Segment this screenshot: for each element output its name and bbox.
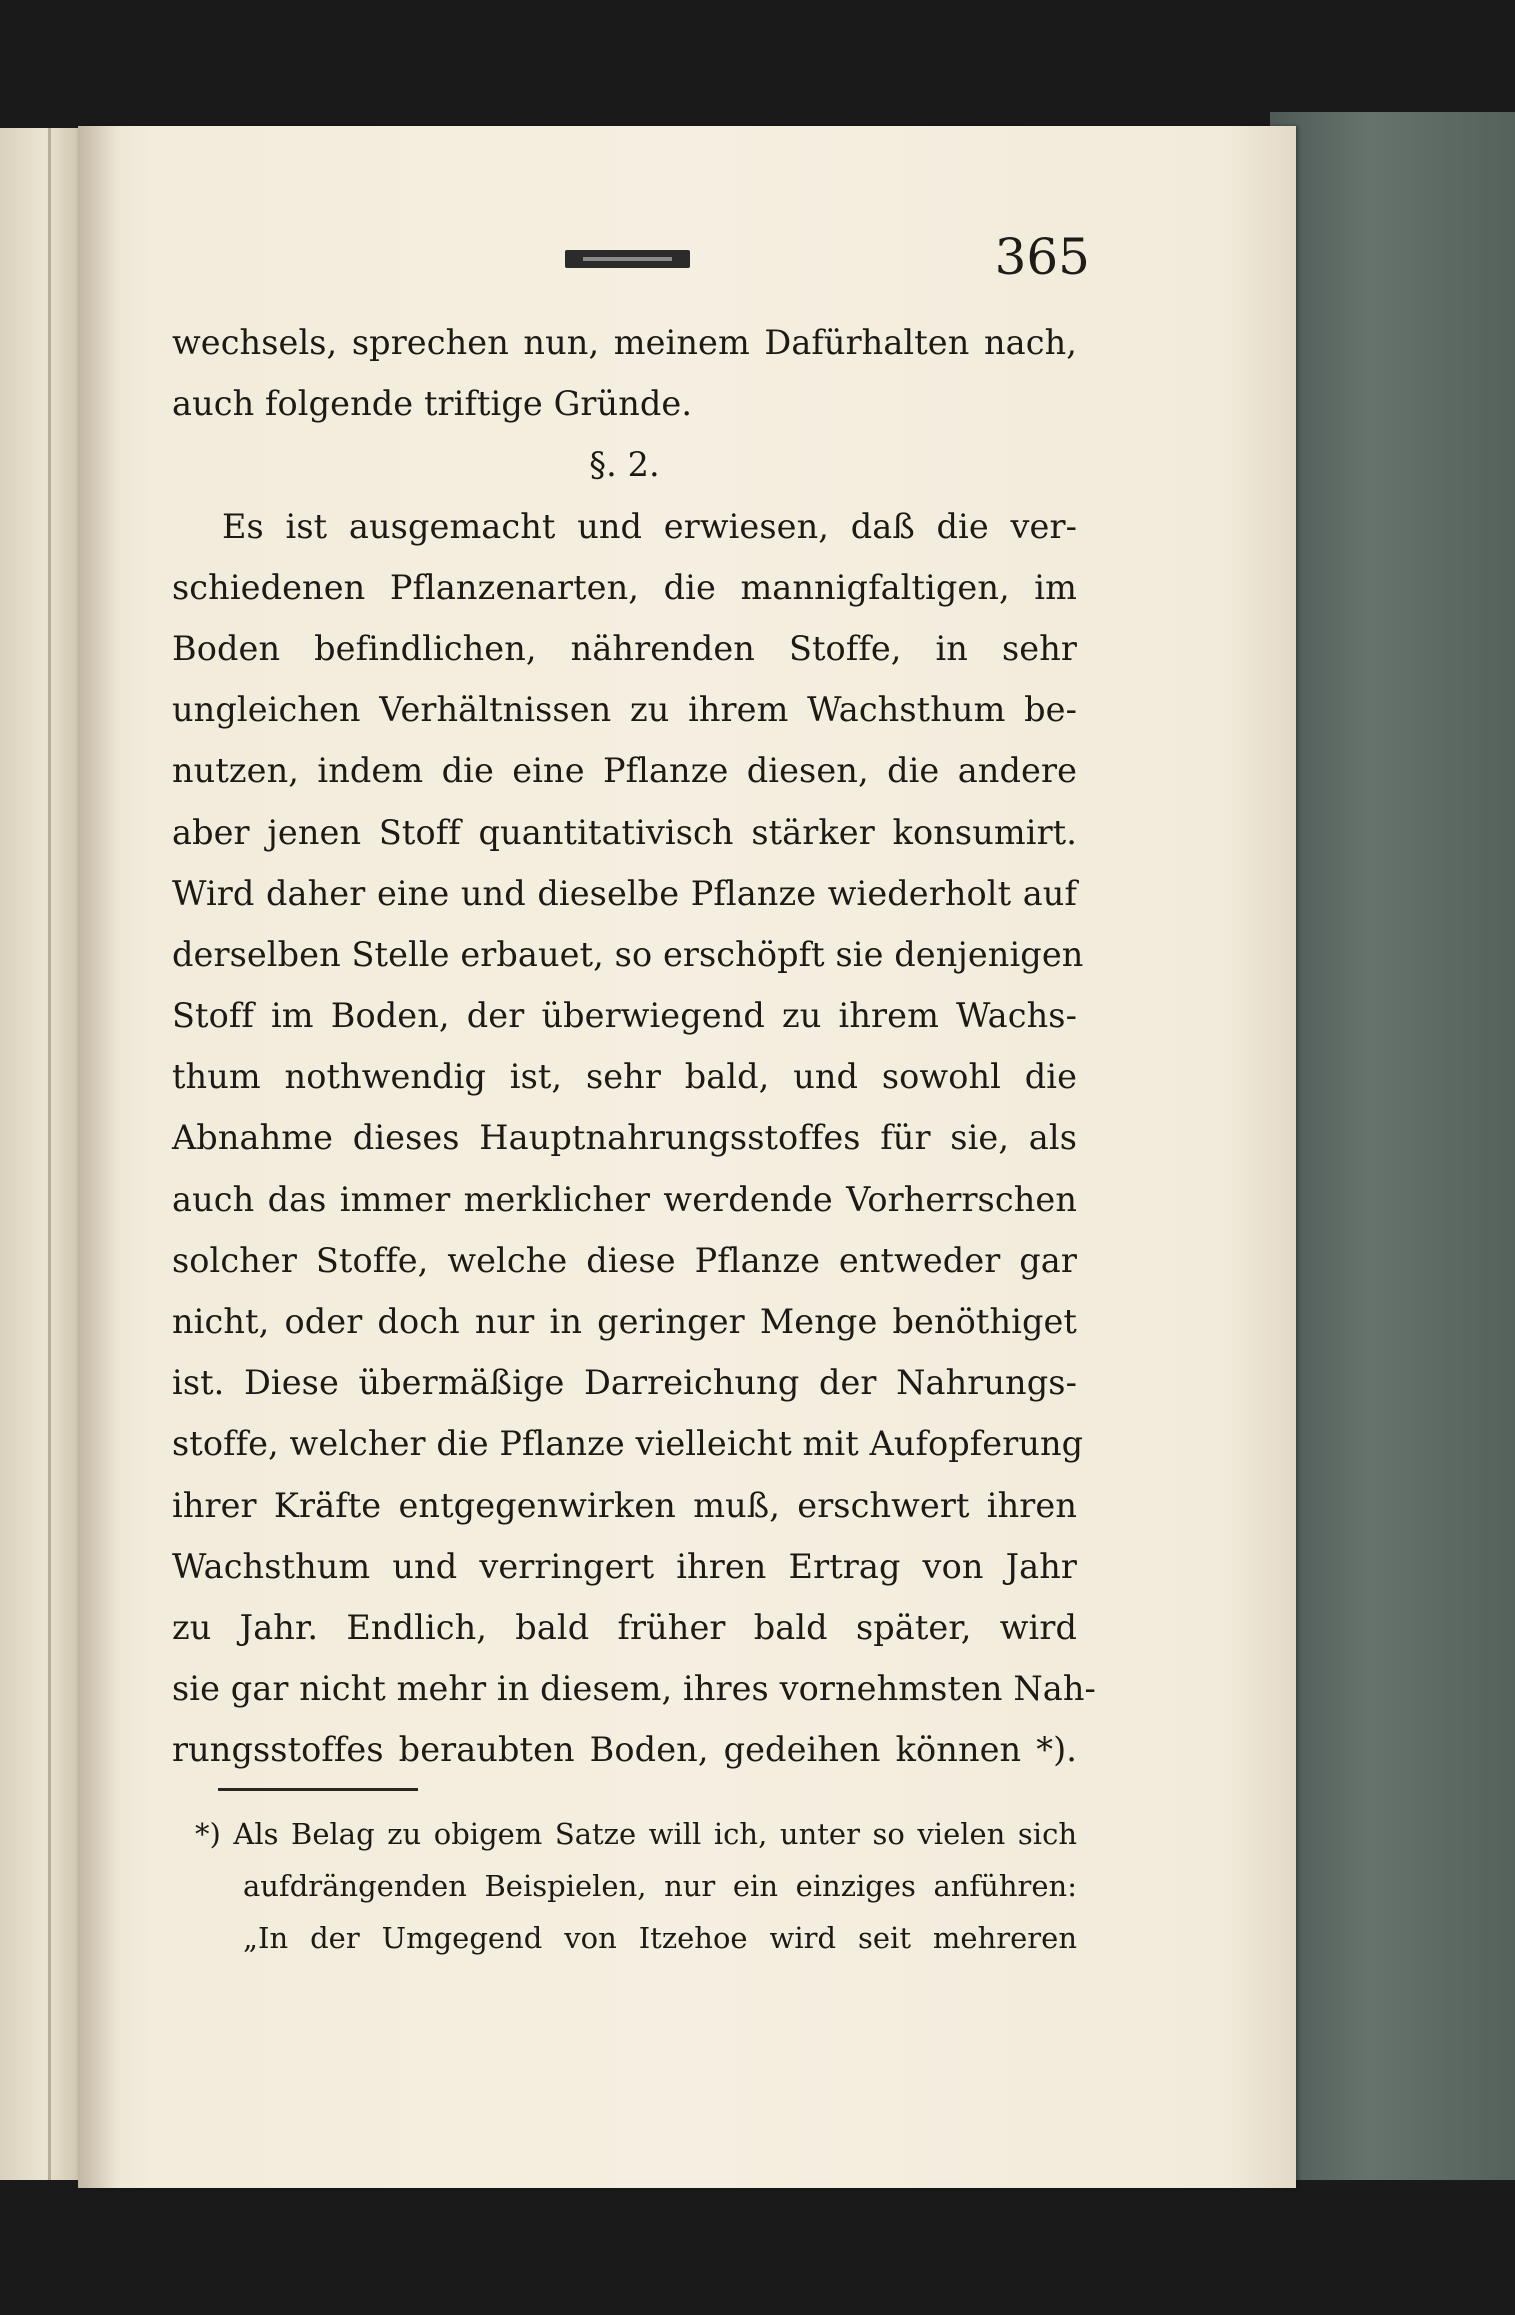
section-heading: §. 2. [589,445,660,485]
backdrop [0,0,1515,130]
text-line: Boden befindlichen, nährenden Stoffe, in sehr [172,628,1077,668]
text-line: nutzen, indem die eine Pflanze diesen, die andere [172,751,1077,791]
text-line: Wachsthum und verringert ihren Ertrag von Jahr [172,1546,1077,1586]
text-line: wechsels, sprechen nun, meinem Dafürhalten nach, [172,323,1077,362]
gutter-shadow [78,126,118,2188]
left-page-fold [48,128,51,2188]
text-line: ist. Diese übermäßige Darreichung der Nahrungs- [172,1363,1077,1403]
text-line: ungleichen Verhältnissen zu ihrem Wachsthum be- [172,690,1077,730]
text-line: thum nothwendig ist, sehr bald, und sowohl die [172,1057,1077,1097]
body-text [172,312,1096,1781]
text-line: ihrer Kräfte entgegenwirken muß, erschwert ihren [172,1485,1077,1525]
header-ornament [565,250,690,268]
text-line: rungsstoffes beraubten Boden, gedeihen können *). [172,1730,1077,1770]
text-line: solcher Stoffe, welche diese Pflanze entweder gar [172,1240,1077,1280]
footnote-line: „In der Umgegend von Itzehoe wird seit mehreren [243,1921,1077,1955]
text-line: derselben Stelle erbauet, so erschöpft sie denjenigen [172,934,1084,974]
text-line: Es ist ausgemacht und erwiesen, daß die ver- [222,506,1077,546]
text-line: auch das immer merklicher werdende Vorherrschen [172,1179,1077,1219]
footnote-line: *) Als Belag zu obigem Satze will ich, unter so vielen sich [195,1817,1077,1851]
text-line: sie gar nicht mehr in diesem, ihres vornehmsten Nah- [172,1669,1096,1709]
footnote [195,1808,1077,1964]
text-line: Abnahme dieses Hauptnahrungsstoffes für sie, als [172,1118,1077,1158]
text-line: aber jenen Stoff quantitativisch stärker konsumirt. [172,812,1077,852]
text-line: auch folgende triftige Gründe. [172,384,693,424]
left-page-edge [0,128,80,2188]
text-line: stoffe, welcher die Pflanze vielleicht mit Aufopferung [172,1424,1084,1464]
text-line: nicht, oder doch nur in geringer Menge benöthiget [172,1302,1077,1341]
text-line: Wird daher eine und dieselbe Pflanze wiederholt auf [172,873,1077,913]
text-line: schiedenen Pflanzenarten, die mannigfaltigen, im [172,567,1077,607]
backdrop-bottom [0,2180,1515,2315]
page-number: 365 [994,228,1090,286]
text-line: Stoff im Boden, der überwiegend zu ihrem Wachs- [172,996,1077,1036]
footnote-line: aufdrängenden Beispielen, nur ein einziges anführen: [243,1869,1077,1903]
text-line: zu Jahr. Endlich, bald früher bald später, wird [172,1607,1077,1647]
footnote-divider [218,1788,418,1791]
book-cover-board [1270,112,1515,2197]
